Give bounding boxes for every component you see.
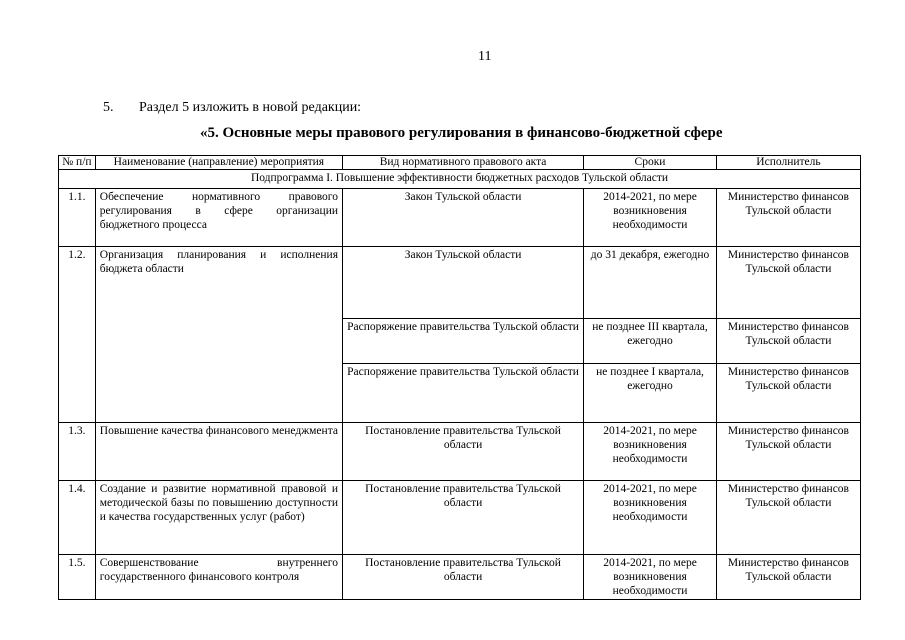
executor: Министерство финансов Тульской области <box>716 423 860 481</box>
measure-name: Совершенствование внутреннего государственного финансового контроля <box>95 555 342 600</box>
intro-paragraph <box>103 100 361 116</box>
executor: Министерство финансов Тульской области <box>716 189 860 247</box>
header-term: Сроки <box>584 156 717 170</box>
act-type: Постановление правительства Тульской области <box>343 555 584 600</box>
measure-name: Повышение качества финансового менеджмента <box>95 423 342 481</box>
act-type: Распоряжение правительства Тульской области <box>343 319 584 364</box>
act-type: Закон Тульской области <box>343 247 584 319</box>
act-type: Постановление правительства Тульской области <box>343 481 584 555</box>
act-type: Закон Тульской области <box>343 189 584 247</box>
section-heading: «5. Основные меры правового регулирования в финансово-бюджетной сфере <box>200 125 723 141</box>
row-number: 1.5. <box>59 555 96 600</box>
term: не позднее I квартала, ежегодно <box>584 364 717 423</box>
measure-name: Создание и развитие нормативной правовой и методической базы по повышению доступности и качества государственных услуг (работ) <box>95 481 342 555</box>
act-type: Постановление правительства Тульской области <box>343 423 584 481</box>
executor: Министерство финансов Тульской области <box>716 319 860 364</box>
measure-name: Организация планирования и исполнения бюджета области <box>95 247 342 423</box>
subprogram-title: Подпрограмма I. Повышение эффективности бюджетных расходов Тульской области <box>59 170 861 189</box>
intro-number: 5. <box>103 100 114 115</box>
act-type: Распоряжение правительства Тульской области <box>343 364 584 423</box>
table-row <box>59 189 861 247</box>
header-num: № п/п <box>59 156 96 170</box>
table-row <box>59 555 861 600</box>
measures-table <box>58 155 861 600</box>
row-number: 1.2. <box>59 247 96 423</box>
term: 2014-2021, по мере возникновения необходимости <box>584 481 717 555</box>
measure-name: Обеспечение нормативного правового регулирования в сфере организации бюджетного процесса <box>95 189 342 247</box>
table-row <box>59 423 861 481</box>
executor: Министерство финансов Тульской области <box>716 555 860 600</box>
term: 2014-2021, по мере возникновения необходимости <box>584 423 717 481</box>
table-row <box>59 481 861 555</box>
table-row <box>59 247 861 319</box>
header-act: Вид нормативного правового акта <box>343 156 584 170</box>
executor: Министерство финансов Тульской области <box>716 481 860 555</box>
executor: Министерство финансов Тульской области <box>716 364 860 423</box>
header-name: Наименование (направление) мероприятия <box>95 156 342 170</box>
executor: Министерство финансов Тульской области <box>716 247 860 319</box>
term: 2014-2021, по мере возникновения необходимости <box>584 555 717 600</box>
term: не позднее III квартала, ежегодно <box>584 319 717 364</box>
header-executor: Исполнитель <box>716 156 860 170</box>
term: до 31 декабря, ежегодно <box>584 247 717 319</box>
intro-text: Раздел 5 изложить в новой редакции: <box>139 100 362 115</box>
row-number: 1.4. <box>59 481 96 555</box>
row-number: 1.1. <box>59 189 96 247</box>
term: 2014-2021, по мере возникновения необходимости <box>584 189 717 247</box>
row-number: 1.3. <box>59 423 96 481</box>
subprogram-row <box>59 170 861 189</box>
table-header-row <box>59 156 861 170</box>
